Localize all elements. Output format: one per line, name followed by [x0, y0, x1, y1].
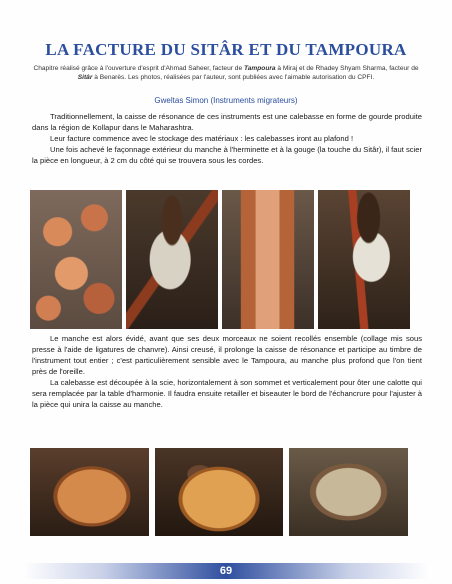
chapter-title: LA FACTURE DU SITÂR ET DU TAMPOURA	[45, 40, 407, 59]
intro-text-3: à Benarès. Les photos, réalisées par l'auteur, sont publiées avec l'aimable autorisation du CPFI.	[92, 74, 375, 81]
paragraph: Une fois achevé le façonnage extérieur du manche à l'herminette et à la gouge (la touche du Sitâr), il faut scier la pièce en longueur, à 2 cm du côté qui se trouvera sous les cordes.	[32, 145, 422, 165]
paragraph: Traditionnellement, la caisse de résonance de ces instruments est une calebasse en forme de gourde produite dans la région de Kollapur dans le Maharashtra.	[32, 112, 422, 132]
page-number: 69	[219, 565, 233, 577]
intro-text-1: Chapitre réalisé grâce à l'ouverture d'esprit d'Ahmad Saheer, facteur de	[33, 65, 244, 72]
body-text-bottom	[32, 333, 422, 410]
photo-calabashes	[30, 190, 122, 329]
intro-text-2: à Miraj et de Rhadey Shyam Sharma, facteur de	[275, 65, 419, 72]
paragraph: Leur facture commence avec le stockage des matériaux : les calebasses iront au plafond !	[50, 134, 354, 143]
paragraph: Le manche est alors évidé, avant que ses deux morceaux ne soient recollés ensemble (collage mis sous presse à l'aide de ligatures de chanvre). Ainsi creusé, il prolonge la caisse de résonance et participe au timbre de l'instrument tout entier ; c'est particulièrement sensible avec le Tampoura, au manche plus profond que l'on tient près de l'oreille.	[32, 334, 422, 376]
intro-emphasis-1: Tampoura	[243, 65, 276, 72]
paragraph: La calebasse est découpée à la scie, horizontalement à son sommet et verticalement pour ôter une calotte qui sera remplacée par la table d'harmonie. Il faudra ensuite retailler et biseauter le bord de l'échancrure pour l'ajuster à la pièce qui unira la caisse au manche.	[32, 378, 422, 409]
body-text-top	[32, 111, 422, 166]
photo-open-calabash	[289, 448, 408, 536]
chapter-intro	[30, 64, 422, 82]
photo-craftsman-shaping	[126, 190, 218, 329]
photo-trimming-calabash	[155, 448, 283, 536]
author-line: Gweltas Simon (Instruments migrateurs)	[154, 96, 298, 105]
photo-craftsman-sawing	[318, 190, 410, 329]
intro-emphasis-2: Sitâr	[77, 74, 93, 81]
photo-hollow-neck	[222, 190, 314, 329]
photo-cut-calabash	[30, 448, 149, 536]
